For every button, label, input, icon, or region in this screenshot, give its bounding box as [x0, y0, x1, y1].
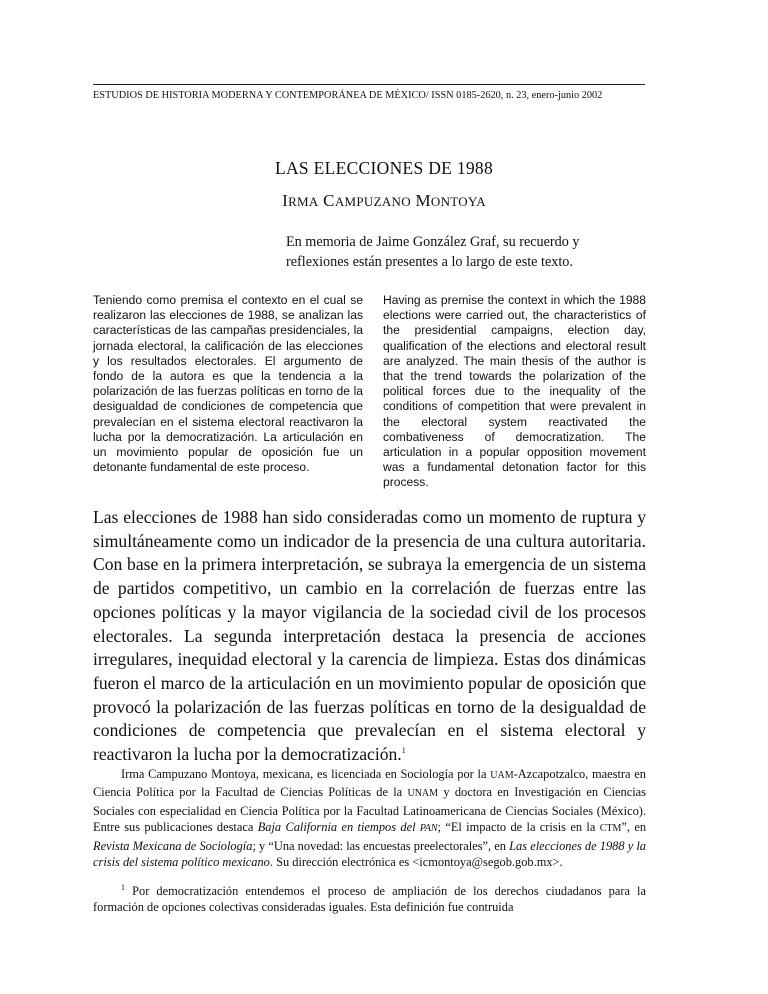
author-smallcaps: RMA — [288, 194, 319, 209]
author-initial: M — [415, 191, 431, 210]
abstract-english: Having as premise the context in which the 1988 elections were carried out, the characteristics of the presidential campaigns, election day, qualification of the elections and electoral result are analyzed. The main thesis of the author is that the trend towards the polarization of the political forces due to the inequality of the conditions of competition that were prevalent in the electoral system reactivated the combativeness of democratization. The articulation in a popular opposition movement was a fundamental detonation factor for this process. — [383, 293, 646, 490]
footnote-text: Por democratización entendemos el proceso de ampliación de los derechos ciudadanos para la formación de opciones colectivas consideradas iguales. Esta definición fue contruida — [93, 884, 646, 915]
body-text: Las elecciones de 1988 han sido consideradas como un momento de ruptura y simultáneamente como un indicador de la presencia de una cultura autoritaria. Con base en la primera interpretación, se subraya la emergencia de un sistema de partidos competitivo, un cambio en la correlación de fuerzas entre las opciones políticas y la mayor vigilancia de la sociedad civil de los procesos electorales. La segunda interpretación destaca la presencia de acciones irregulares, inequidad electoral y la carencia de limpieza. Estas dos dinámicas fueron el marco de la articulación en un movimiento popular de oposición que provocó la polarización de las fuerzas políticas en torno de la desigualdad de condiciones de competencia que prevalecían en el sistema electoral y reactivaron la lucha por la democratización. — [93, 507, 646, 765]
acronym: PAN — [419, 823, 438, 835]
footnote-reference: 1 — [401, 746, 406, 756]
journal-title: Revista Mexicana de Sociología — [93, 838, 253, 853]
book-title: Las elecciones de 1988 y la crisis del sistema político mexicano — [93, 838, 646, 870]
author-initial: C — [323, 191, 335, 210]
author-note-text: -Azcapotzalco, maestra en Ciencia Política por la Facultad de Ciencias Políticas de la — [93, 767, 646, 800]
author-smallcaps: ONTOYA — [430, 194, 486, 209]
acronym: UAM — [490, 770, 514, 781]
author-note-text: Irma Campuzano Montoya, mexicana, es licenciada en Sociología por la — [121, 767, 491, 781]
author-note-text: . Su dirección electrónica es <icmontoya@segob.gob.mx>. — [269, 855, 563, 870]
author-note-text: ; “El impacto de la crisis en la — [437, 820, 600, 835]
abstract-spanish: Teniendo como premisa el contexto en el cual se realizaron las elecciones de 1988, se analizan las características de las campañas presidenciales, la jornada electoral, la calificación de las elecciones y los resultados electorales. El argumento de fondo de la autora es que la tendencia a la polarización de las fuerzas políticas en torno de la desigualdad de condiciones de competencia que prevalecían en el sistema electoral reactivaron la lucha por la democratización. La articulación en un movimiento popular de oposición fue un detonante fundamental de este proceso. — [93, 293, 363, 475]
book-title: Baja California en tiempos del — [257, 820, 420, 835]
author-note-text: y doctora en Investigación en Ciencias Sociales con especialidad en Ciencia Política por la Facultad Latinoamericana de Ciencias Sociales (México). Entre sus publicaciones destaca — [93, 785, 646, 835]
article-title: LAS ELECCIONES DE 1988 — [274, 158, 494, 178]
acronym: CTM — [599, 823, 622, 835]
acronym: UNAM — [407, 788, 439, 800]
dedication: En memoria de Jaime González Graf, su recuerdo y reflexiones están presentes a lo largo de este texto. — [286, 234, 580, 270]
footnote-number: 1 — [121, 882, 125, 892]
author-initial: I — [282, 191, 289, 210]
author-smallcaps: AMPUZANO — [334, 194, 411, 209]
body-paragraph — [93, 506, 646, 767]
article-author — [0, 191, 768, 211]
author-note-text: ; y “Una novedad: las encuestas preelectorales”, en — [252, 838, 510, 853]
footnote-1 — [93, 883, 646, 916]
author-note-text: ”, en — [621, 820, 647, 835]
author-note — [93, 766, 646, 870]
running-head: ESTUDIOS DE HISTORIA MODERNA Y CONTEMPORÁNEA DE MÉXICO/ ISSN 0185-2620, n. 23, enero-junio 2002 — [93, 90, 603, 101]
header-rule — [93, 84, 645, 85]
